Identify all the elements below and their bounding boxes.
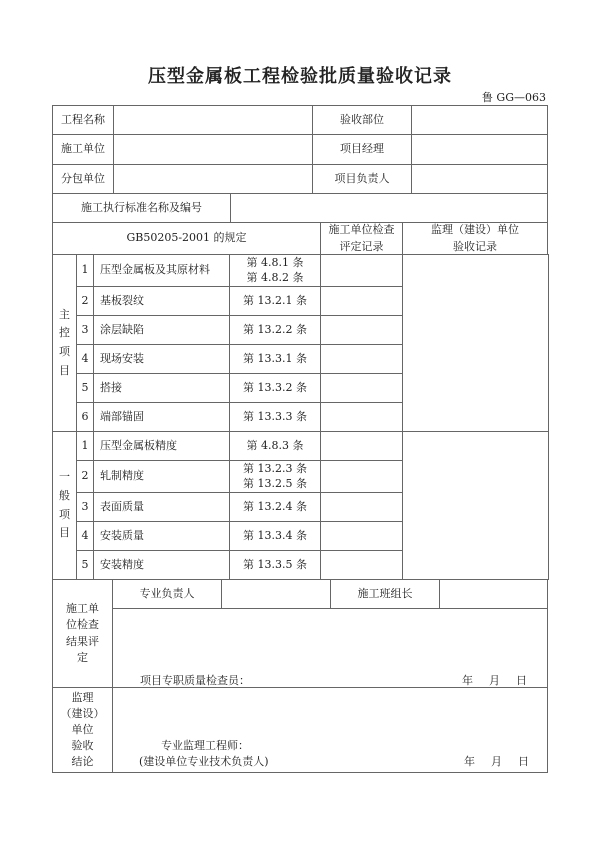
main-control-item-clause [229, 344, 321, 374]
general-item-name [93, 492, 230, 522]
main-control-item-clause [229, 402, 321, 432]
item-name: 安装质量 [100, 528, 144, 542]
main-control-item-clause [229, 373, 321, 403]
main-control-item-name [93, 373, 230, 403]
clause-text: 第 13.3.3 条 [243, 409, 307, 423]
project-lead-label: 项目负责人 [312, 164, 412, 194]
item-name: 轧制精度 [100, 469, 144, 483]
main-control-group-label [52, 254, 77, 432]
general-item-clause [229, 550, 321, 580]
date-year: 年 [464, 755, 475, 768]
label-line: （建设） [60, 707, 105, 721]
team-leader-label: 施工班组长 [330, 579, 440, 609]
general-item-name [93, 521, 230, 551]
general-item-check-record[interactable] [320, 431, 403, 461]
item-number: 6 [81, 409, 89, 423]
supervision-result-label [52, 687, 113, 773]
construction-unit-field[interactable] [113, 134, 313, 165]
main-control-item-number [76, 373, 94, 403]
item-number: 3 [81, 499, 89, 513]
label-line: 位检查 [66, 618, 99, 631]
subcontractor-field[interactable] [113, 164, 313, 194]
label-char: 一 [59, 470, 70, 484]
general-group-label [52, 431, 77, 580]
clause-text: 第 13.2.3 条 [243, 461, 307, 475]
header-line: 评定记录 [339, 239, 384, 253]
item-name: 压型金属板精度 [100, 438, 177, 452]
general-supervision-record[interactable] [402, 431, 549, 580]
clause-text: 第 4.8.3 条 [246, 438, 304, 452]
acceptance-part-field[interactable] [411, 105, 548, 135]
main-control-supervision-record[interactable] [402, 254, 549, 432]
general-item-name [93, 550, 230, 580]
label-char: 项 [59, 507, 70, 521]
general-item-number [76, 460, 94, 493]
item-number: 1 [81, 263, 89, 277]
header-line: 施工单位检查 [328, 223, 395, 236]
general-item-clause [229, 460, 321, 493]
acceptance-part-label: 验收部位 [312, 105, 412, 135]
main-control-item-name [93, 402, 230, 432]
general-item-check-record[interactable] [320, 521, 403, 551]
project-manager-label: 项目经理 [312, 134, 412, 165]
main-control-item-number [76, 344, 94, 374]
standard-name-label: 施工执行标准名称及编号 [52, 193, 231, 223]
inspector-label: 项目专职质量检查员： [140, 674, 250, 687]
main-control-item-clause [229, 286, 321, 316]
label-line: 施工单 [66, 601, 99, 615]
contractor-result-label [52, 579, 113, 688]
item-number: 3 [81, 322, 89, 336]
main-control-item-number [76, 286, 94, 316]
header-line: 监理（建设）单位 [431, 223, 519, 236]
date-day: 日 [518, 755, 529, 768]
date-month: 月 [491, 755, 502, 768]
item-number: 4 [81, 351, 89, 365]
label-char: 控 [59, 326, 70, 340]
main-control-item-check-record[interactable] [320, 254, 403, 287]
item-name: 基板裂纹 [100, 293, 144, 307]
main-control-item-clause [229, 254, 321, 287]
clause-text: 第 13.3.5 条 [243, 557, 307, 571]
item-name: 现场安装 [100, 351, 144, 365]
construction-unit-label: 施工单位 [52, 134, 114, 165]
general-item-number [76, 431, 94, 461]
main-control-item-number [76, 315, 94, 345]
main-control-item-check-record[interactable] [320, 402, 403, 432]
main-control-item-name [93, 344, 230, 374]
check-record-header [320, 222, 403, 255]
project-manager-field[interactable] [411, 134, 548, 165]
item-name: 安装精度 [100, 557, 144, 571]
general-item-number [76, 492, 94, 522]
project-name-label: 工程名称 [52, 105, 114, 135]
item-number: 2 [81, 469, 89, 483]
label-char: 主 [59, 307, 70, 321]
general-item-clause [229, 492, 321, 522]
item-number: 5 [81, 557, 89, 571]
clause-text: 第 13.2.4 条 [243, 499, 307, 513]
item-name: 压型金属板及其原材料 [100, 263, 210, 277]
item-name: 涂层缺陷 [100, 322, 144, 336]
main-control-item-check-record[interactable] [320, 315, 403, 345]
general-item-number [76, 550, 94, 580]
main-control-item-name [93, 254, 230, 287]
clause-text: 第 13.3.2 条 [243, 380, 307, 394]
project-name-field[interactable] [113, 105, 313, 135]
clause-text: 第 13.3.1 条 [243, 351, 307, 365]
clause-text: 第 13.2.1 条 [243, 293, 307, 307]
main-control-item-name [93, 286, 230, 316]
item-number: 4 [81, 528, 89, 542]
date-month: 月 [489, 674, 500, 687]
label-char: 目 [59, 526, 70, 540]
standard-name-field[interactable] [230, 193, 548, 223]
general-item-number [76, 521, 94, 551]
general-item-clause [229, 521, 321, 551]
main-control-item-number [76, 254, 94, 287]
label-line: 定 [77, 651, 88, 664]
main-control-item-name [93, 315, 230, 345]
spec-header: GB50205-2001 的规定 [52, 222, 321, 255]
label-line: 监理 [71, 691, 94, 705]
label-line: 单位 [71, 723, 94, 737]
engineer-label: 专业监理工程师： [161, 739, 249, 752]
main-control-item-check-record[interactable] [320, 373, 403, 403]
specialty-lead-field[interactable] [221, 579, 331, 609]
page-title: 压型金属板工程检验批质量验收记录 [148, 66, 452, 87]
item-number: 2 [81, 293, 89, 307]
date-day: 日 [516, 674, 527, 687]
general-item-check-record[interactable] [320, 550, 403, 580]
main-control-item-clause [229, 315, 321, 345]
main-control-item-check-record[interactable] [320, 344, 403, 374]
item-name: 端部锚固 [100, 409, 144, 423]
form-code: 鲁 GG—063 [481, 91, 546, 104]
general-item-name [93, 431, 230, 461]
item-name: 表面质量 [100, 499, 144, 513]
date-year: 年 [462, 674, 473, 687]
main-control-item-number [76, 402, 94, 432]
subcontractor-label: 分包单位 [52, 164, 114, 194]
general-item-name [93, 460, 230, 493]
label-char: 目 [59, 363, 70, 377]
general-item-clause [229, 431, 321, 461]
header-line: 验收记录 [453, 239, 497, 253]
label-char: 项 [59, 345, 70, 358]
clause-text: 第 13.3.4 条 [243, 528, 307, 542]
item-name: 搭接 [100, 380, 122, 394]
specialty-lead-label: 专业负责人 [112, 579, 222, 609]
label-line: 结论 [71, 754, 94, 768]
project-lead-field[interactable] [411, 164, 548, 194]
team-leader-field[interactable] [439, 579, 548, 609]
label-line: 结果评 [66, 634, 99, 648]
engineer-alt-label: (建设单位专业技术负责人) [139, 755, 269, 768]
clause-text: 第 4.8.1 条 [246, 255, 304, 269]
label-line: 验收 [71, 738, 94, 752]
supervision-record-header [402, 222, 548, 255]
clause-text: 第 13.2.5 条 [243, 476, 307, 490]
label-char: 般 [59, 488, 70, 502]
clause-text: 第 4.8.2 条 [246, 270, 304, 284]
main-control-item-check-record[interactable] [320, 286, 403, 316]
general-item-check-record[interactable] [320, 460, 403, 493]
item-number: 1 [81, 438, 89, 452]
clause-text: 第 13.2.2 条 [243, 322, 307, 336]
general-item-check-record[interactable] [320, 492, 403, 522]
item-number: 5 [81, 380, 89, 394]
